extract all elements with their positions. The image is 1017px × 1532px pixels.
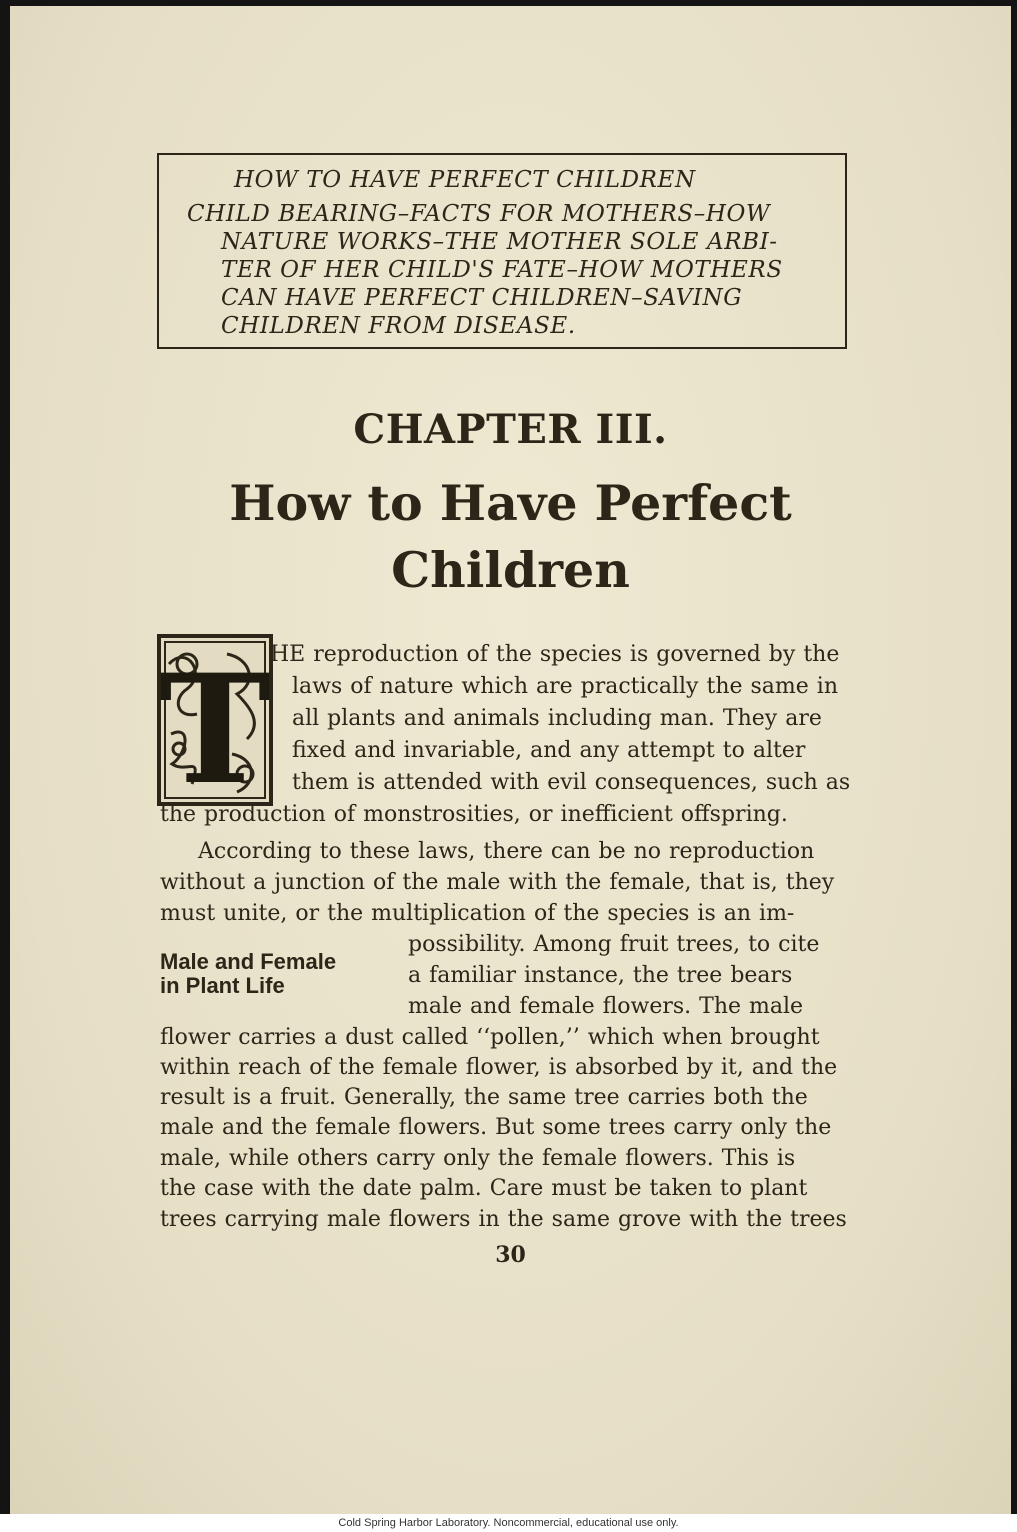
chapter-title-line-2: Children bbox=[391, 541, 630, 599]
body-line: male and the female flowers. But some trees carry only the bbox=[160, 1115, 832, 1140]
body-line: flower carries a dust called ‘‘pollen,’’ which when brought bbox=[160, 1025, 820, 1050]
side-heading-line-2: in Plant Life bbox=[160, 973, 285, 998]
body-line: them is attended with evil consequences, such as bbox=[292, 770, 851, 795]
body-line: HE reproduction of the species is governed by the bbox=[270, 642, 840, 667]
archive-credit: Cold Spring Harbor Laboratory. Noncommercial, educational use only. bbox=[0, 1514, 1017, 1532]
body-line: the production of monstrosities, or inefficient offspring. bbox=[160, 802, 788, 827]
body-line: result is a fruit. Generally, the same tree carries both the bbox=[160, 1085, 808, 1110]
side-heading-line-1: Male and Female bbox=[160, 949, 337, 974]
page-number: 30 bbox=[495, 1242, 526, 1268]
summary-line: CHILDREN FROM DISEASE. bbox=[221, 313, 576, 339]
summary-line: NATURE WORKS–THE MOTHER SOLE ARBI- bbox=[221, 229, 778, 255]
body-line: the case with the date palm. Care must be taken to plant bbox=[160, 1176, 808, 1201]
chapter-summary-box bbox=[157, 153, 847, 349]
body-line: laws of nature which are practically the same in bbox=[292, 674, 838, 699]
side-heading bbox=[160, 950, 380, 998]
summary-title: HOW TO HAVE PERFECT CHILDREN bbox=[234, 167, 696, 193]
summary-line: CAN HAVE PERFECT CHILDREN–SAVING bbox=[221, 285, 743, 311]
body-line: all plants and animals including man. They are bbox=[292, 706, 822, 731]
body-line: fixed and invariable, and any attempt to alter bbox=[292, 738, 806, 763]
drop-cap-letter: T bbox=[159, 642, 271, 806]
body-line: According to these laws, there can be no reproduction bbox=[198, 839, 815, 864]
body-line: a familiar instance, the tree bears bbox=[408, 963, 793, 988]
drop-cap-ornament-icon bbox=[157, 634, 273, 806]
ornamental-drop-cap bbox=[157, 634, 273, 806]
book-page bbox=[10, 6, 1011, 1514]
summary-line: CHILD BEARING–FACTS FOR MOTHERS–HOW bbox=[187, 201, 771, 227]
chapter-number: CHAPTER III. bbox=[353, 406, 668, 453]
body-line: within reach of the female flower, is absorbed by it, and the bbox=[160, 1055, 838, 1080]
body-line: male, while others carry only the female flowers. This is bbox=[160, 1146, 796, 1171]
body-line: male and female flowers. The male bbox=[408, 994, 804, 1019]
body-line: without a junction of the male with the female, that is, they bbox=[160, 870, 835, 895]
chapter-title-line-1: How to Have Perfect bbox=[229, 474, 792, 532]
body-line: trees carrying male flowers in the same grove with the trees bbox=[160, 1207, 847, 1232]
summary-line: TER OF HER CHILD'S FATE–HOW MOTHERS bbox=[221, 257, 783, 283]
body-line: must unite, or the multiplication of the species is an im- bbox=[160, 901, 795, 926]
body-line: possibility. Among fruit trees, to cite bbox=[408, 932, 820, 957]
